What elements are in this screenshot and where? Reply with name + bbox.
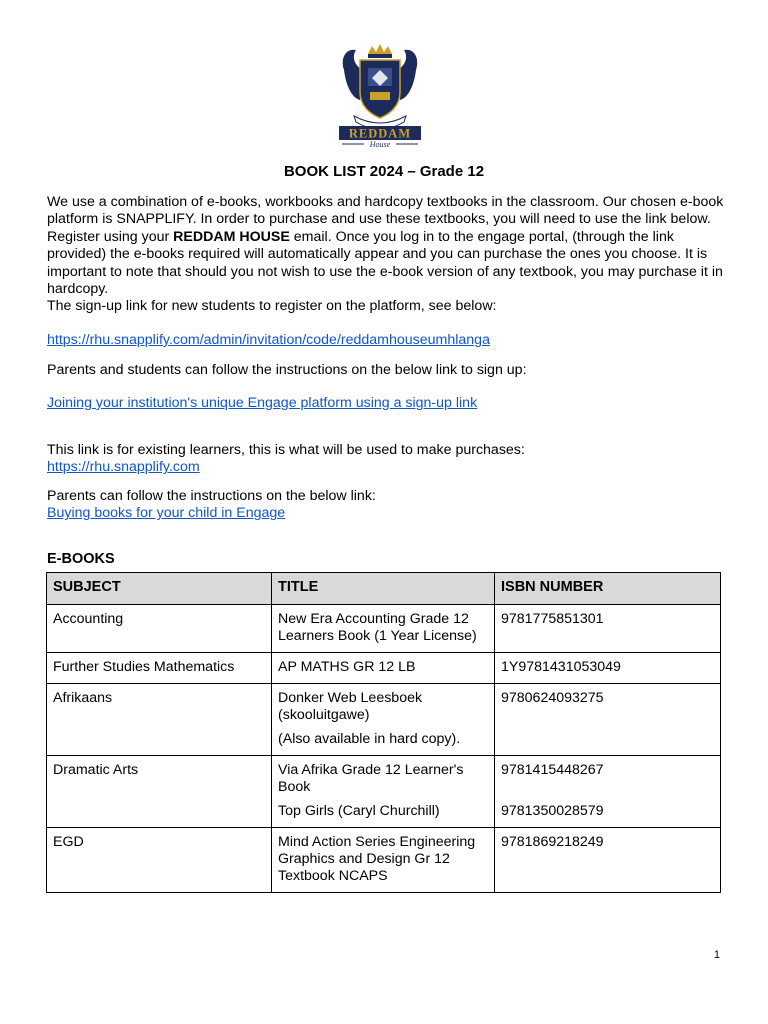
intro-text-2: email. Once you log in to the engage portal, (through the link provided) the e-books required will automatically appear and you can purchase the ones you choose. It is important to note that should you not wish to use the e-book version of any textbook, you may purchase it in hardcopy.: [47, 228, 723, 298]
header-isbn: ISBN NUMBER: [495, 573, 721, 605]
parents-text: Parents can follow the instructions on the below link:: [47, 488, 376, 504]
isbn-cell: [495, 756, 721, 828]
title-note: (Also available in hard copy).: [278, 731, 461, 747]
isbn-text: 9780624093275: [501, 690, 604, 706]
isbn-cell: [495, 653, 721, 684]
table-row: [47, 756, 721, 828]
title-text: New Era Accounting Grade 12 Learners Book (1 Year License): [278, 611, 477, 644]
title-text: Top Girls (Caryl Churchill): [278, 803, 440, 819]
parents-link[interactable]: Buying books for your child in Engage: [47, 505, 286, 522]
title-text: Mind Action Series Engineering Graphics and Design Gr 12 Textbook NCAPS: [278, 834, 476, 884]
title-cell: [272, 756, 495, 828]
isbn-text: 9781775851301: [501, 611, 604, 627]
header-subject: SUBJECT: [47, 573, 272, 605]
table-row: [47, 828, 721, 893]
isbn-text: 9781350028579: [501, 803, 604, 819]
title-cell: [272, 653, 495, 684]
ebooks-table: [46, 572, 721, 893]
subject-cell: Accounting: [47, 605, 272, 653]
isbn-cell: [495, 605, 721, 653]
existing-learners-link[interactable]: https://rhu.snapplify.com: [47, 459, 200, 476]
subject-cell: EGD: [47, 828, 272, 893]
signup-link[interactable]: https://rhu.snapplify.com/admin/invitation/code/reddamhouseumhlanga: [47, 332, 490, 348]
intro-paragraph: [47, 194, 727, 316]
intro-text-1: We use a combination of e-books, workbooks and hardcopy textbooks in the classroom. Our chosen e-book platform is SNAPPLIFY. In order to purchase and use these textbooks, you will need to use the link below. Register using your: [47, 194, 724, 245]
existing-learners-text: This link is for existing learners, this is what will be used to make purchases:: [47, 442, 525, 458]
instructions-text: Parents and students can follow the instructions on the below link to sign up:: [47, 362, 527, 378]
logo-name: REDDAM: [348, 126, 412, 141]
ebooks-heading: E-BOOKS: [47, 551, 115, 567]
subject-cell: Afrikaans: [47, 684, 272, 756]
title-text: AP MATHS GR 12 LB: [278, 659, 416, 675]
page-title: BOOK LIST 2024 – Grade 12: [283, 163, 485, 180]
table-row: [47, 653, 721, 684]
instructions-link[interactable]: Joining your institution's unique Engage platform using a sign-up link: [47, 395, 478, 411]
subject-cell: Dramatic Arts: [47, 756, 272, 828]
title-cell: [272, 828, 495, 893]
table-row: [47, 684, 721, 756]
isbn-text: 1Y9781431053049: [501, 659, 621, 675]
logo-sub: House: [369, 140, 391, 149]
isbn-cell: [495, 684, 721, 756]
title-cell: [272, 684, 495, 756]
isbn-cell: [495, 828, 721, 893]
header-title: TITLE: [272, 573, 495, 605]
isbn-text: 9781415448267: [501, 762, 604, 778]
signup-note: The sign-up link for new students to register on the platform, see below:: [47, 298, 497, 315]
table-row: [47, 605, 721, 653]
page-number: 1: [713, 949, 720, 961]
title-text: Via Afrika Grade 12 Learner's Book: [278, 762, 464, 795]
table-header-row: [47, 573, 721, 605]
isbn-text: 9781869218249: [501, 834, 604, 850]
title-text: Donker Web Leesboek (skooluitgawe): [278, 690, 423, 723]
intro-bold: REDDAM HOUSE: [173, 228, 290, 245]
subject-cell: Further Studies Mathematics: [47, 653, 272, 684]
title-cell: [272, 605, 495, 653]
school-crest-logo: [338, 40, 422, 152]
